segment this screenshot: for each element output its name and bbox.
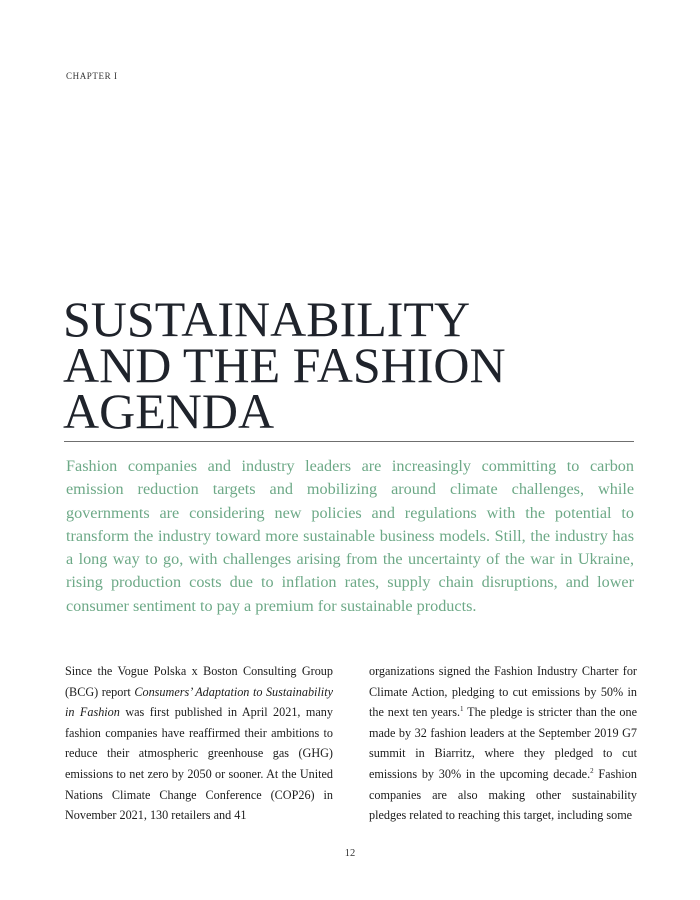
body-text: Fashion companies are also making other sustainability pledges related to reaching this target, including some [369,766,637,823]
title-line-2: AND THE FASHION [63,337,506,393]
page-number: 12 [344,848,356,859]
chapter-label: CHAPTER I [66,71,118,81]
lead-paragraph: Fashion companies and industry leaders are increasingly committing to carbon emission reduction targets and mobilizing around climate challenges, while governments are considering new policies and regulations with the potential to transform the industry toward more sustainable business models. Still, the industry has a long way to go, with challenges arising from the uncertainty of the war in Ukraine, rising production costs due to inflation rates, supply chain disruptions, and lower consumer sentiment to pay a premium for sustainable products. [66,457,634,615]
page-title [63,291,643,439]
title-divider [64,441,634,442]
body-column-left [65,661,333,826]
footnote-ref-2[interactable]: 2 [590,766,594,775]
body-text: The pledge is stricter than the one made by 32 fashion leaders at the September 2019 G7 summit in Biarritz, where they pledged to cut emissions by 30% in the upcoming decade. [369,705,637,781]
title-line-3: AGENDA [63,383,275,439]
body-text: organizations signed the Fashion Industry Charter for Climate Action, pledging to cut emissions by 50% in the next ten years. [369,664,637,720]
footnote-ref-1[interactable]: 1 [460,705,464,714]
body-text: Since the Vogue Polska x Boston Consulting Group (BCG) report [65,664,333,699]
title-line-1: SUSTAINABILITY [63,291,471,347]
report-title: Consumers’ Adaptation to Sustainability in Fashion [65,684,333,720]
body-column-right [369,661,637,826]
body-text: was first published in April 2021, many fashion companies have reaffirmed their ambitions to reduce their atmospheric greenhouse gas (GHG) emissions to net zero by 2050 or sooner. At the United Nations Climate Change Conference (COP26) in November 2021, 130 retailers and 41 [65,705,333,823]
